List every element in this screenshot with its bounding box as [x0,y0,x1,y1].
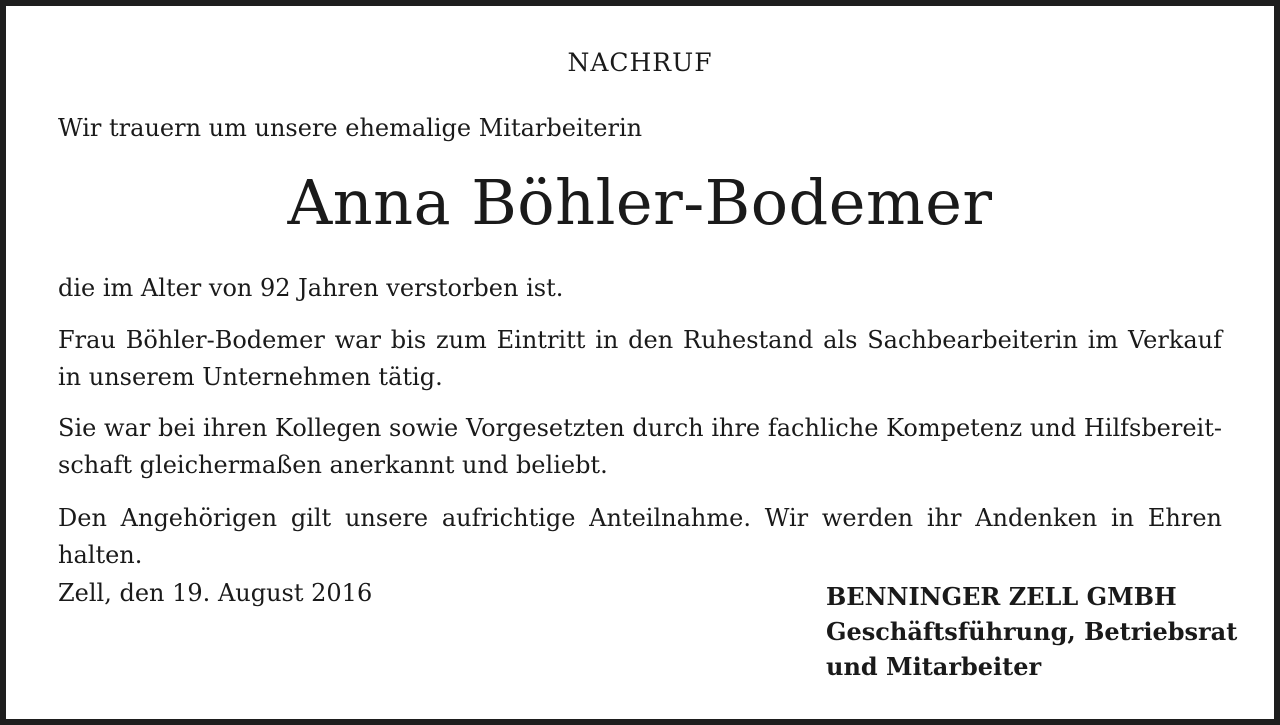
paragraph-condolence: Den Angehörigen gilt unsere aufrichtige Anteilnahme. Wir werden ihr Andenken in Ehren halten. [58,504,1222,569]
paragraph-age: die im Alter von 92 Jahren verstorben ist. [58,274,564,302]
notice-heading: NACHRUF [567,48,713,77]
paragraph-career: Frau Böhler-Bodemer war bis zum Eintritt in den Ruhestand als Sachbearbeiterin im Verkauf in unserem Unternehmen tätig. [58,326,1222,391]
deceased-name: Anna Böhler-Bodemer [287,166,993,239]
signature-line-3: und Mitarbeiter [826,652,1042,681]
signature-block [826,579,1237,684]
paragraph-colleagues: Sie war bei ihren Kollegen sowie Vorgesetzten durch ihre fachliche Kompetenz und Hilfsbereit-schaft gleichermaßen anerkannt und beliebt. [58,414,1222,479]
place-date: Zell, den 19. August 2016 [58,579,373,607]
signature-company: BENNINGER ZELL GMBH [826,582,1177,611]
intro-text: Wir trauern um unsere ehemalige Mitarbeiterin [58,114,643,142]
signature-line-2: Geschäftsführung, Betriebsrat [826,617,1238,646]
